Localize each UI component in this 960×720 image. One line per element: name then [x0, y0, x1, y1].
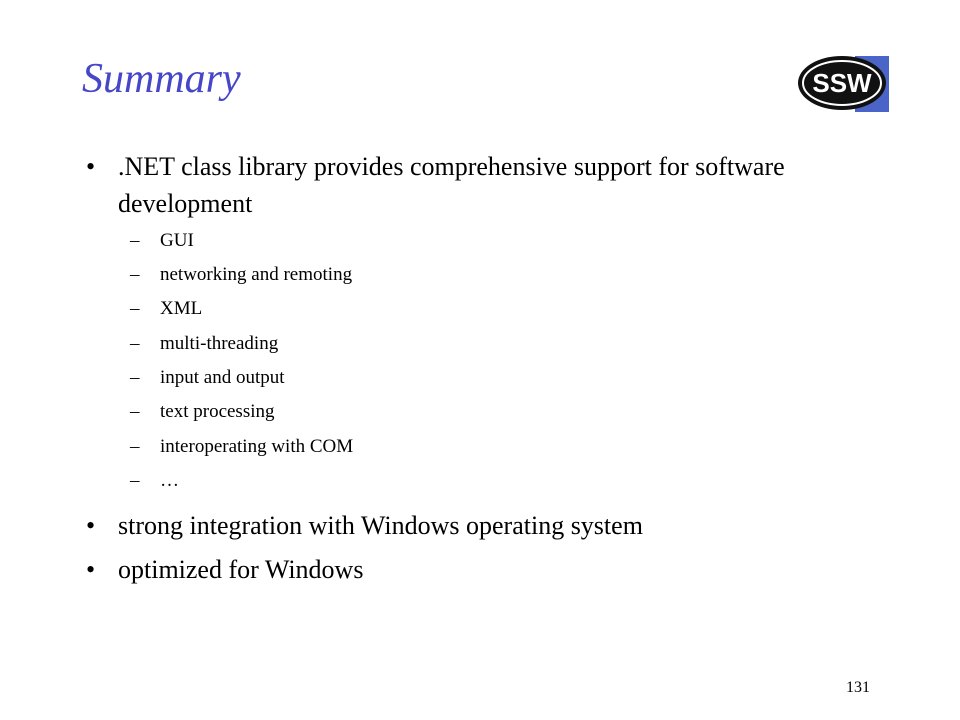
- sub-bullet-text: XML: [160, 298, 203, 319]
- sub-bullet-text: multi-threading: [160, 333, 279, 354]
- bullet-dot: •: [86, 152, 96, 181]
- bullet-item: [86, 551, 838, 588]
- sub-bullet-text: networking and remoting: [160, 264, 353, 285]
- sub-bullet-item: [130, 469, 179, 493]
- sub-bullet-dash: –: [130, 264, 140, 285]
- sub-bullet-dash: –: [130, 401, 140, 422]
- bullet-text: strong integration with Windows operating system: [118, 511, 643, 540]
- sub-bullet-item: [130, 400, 275, 424]
- sub-bullet-dash: –: [130, 470, 140, 491]
- sub-bullet-text: text processing: [160, 401, 275, 422]
- bullet-dot: •: [86, 555, 96, 584]
- sub-bullet-dash: –: [130, 298, 140, 319]
- bullet-text: .NET class library provides comprehensive support for software development: [118, 152, 785, 218]
- ssw-logo-text: SSW: [812, 68, 872, 98]
- sub-bullet-dash: –: [130, 333, 140, 354]
- slide-title: Summary: [82, 56, 241, 102]
- bullet-dot: •: [86, 511, 96, 540]
- sub-bullet-dash: –: [130, 436, 140, 457]
- sub-bullet-dash: –: [130, 230, 140, 251]
- bullet-item: [86, 148, 838, 222]
- sub-bullet-text: input and output: [160, 367, 285, 388]
- sub-bullet-item: [130, 332, 279, 356]
- sub-bullet-text: …: [160, 470, 179, 491]
- bullet-item: [86, 507, 838, 544]
- sub-bullet-dash: –: [130, 367, 140, 388]
- sub-bullet-text: interoperating with COM: [160, 436, 354, 457]
- sub-bullet-item: [130, 366, 285, 390]
- bullet-text: optimized for Windows: [118, 555, 364, 584]
- page-number: 131: [846, 679, 870, 696]
- sub-bullet-text: GUI: [160, 230, 194, 251]
- sub-bullet-item: [130, 297, 203, 321]
- sub-bullet-item: [130, 263, 353, 287]
- sub-bullet-item: [130, 229, 194, 253]
- sub-bullet-item: [130, 435, 354, 459]
